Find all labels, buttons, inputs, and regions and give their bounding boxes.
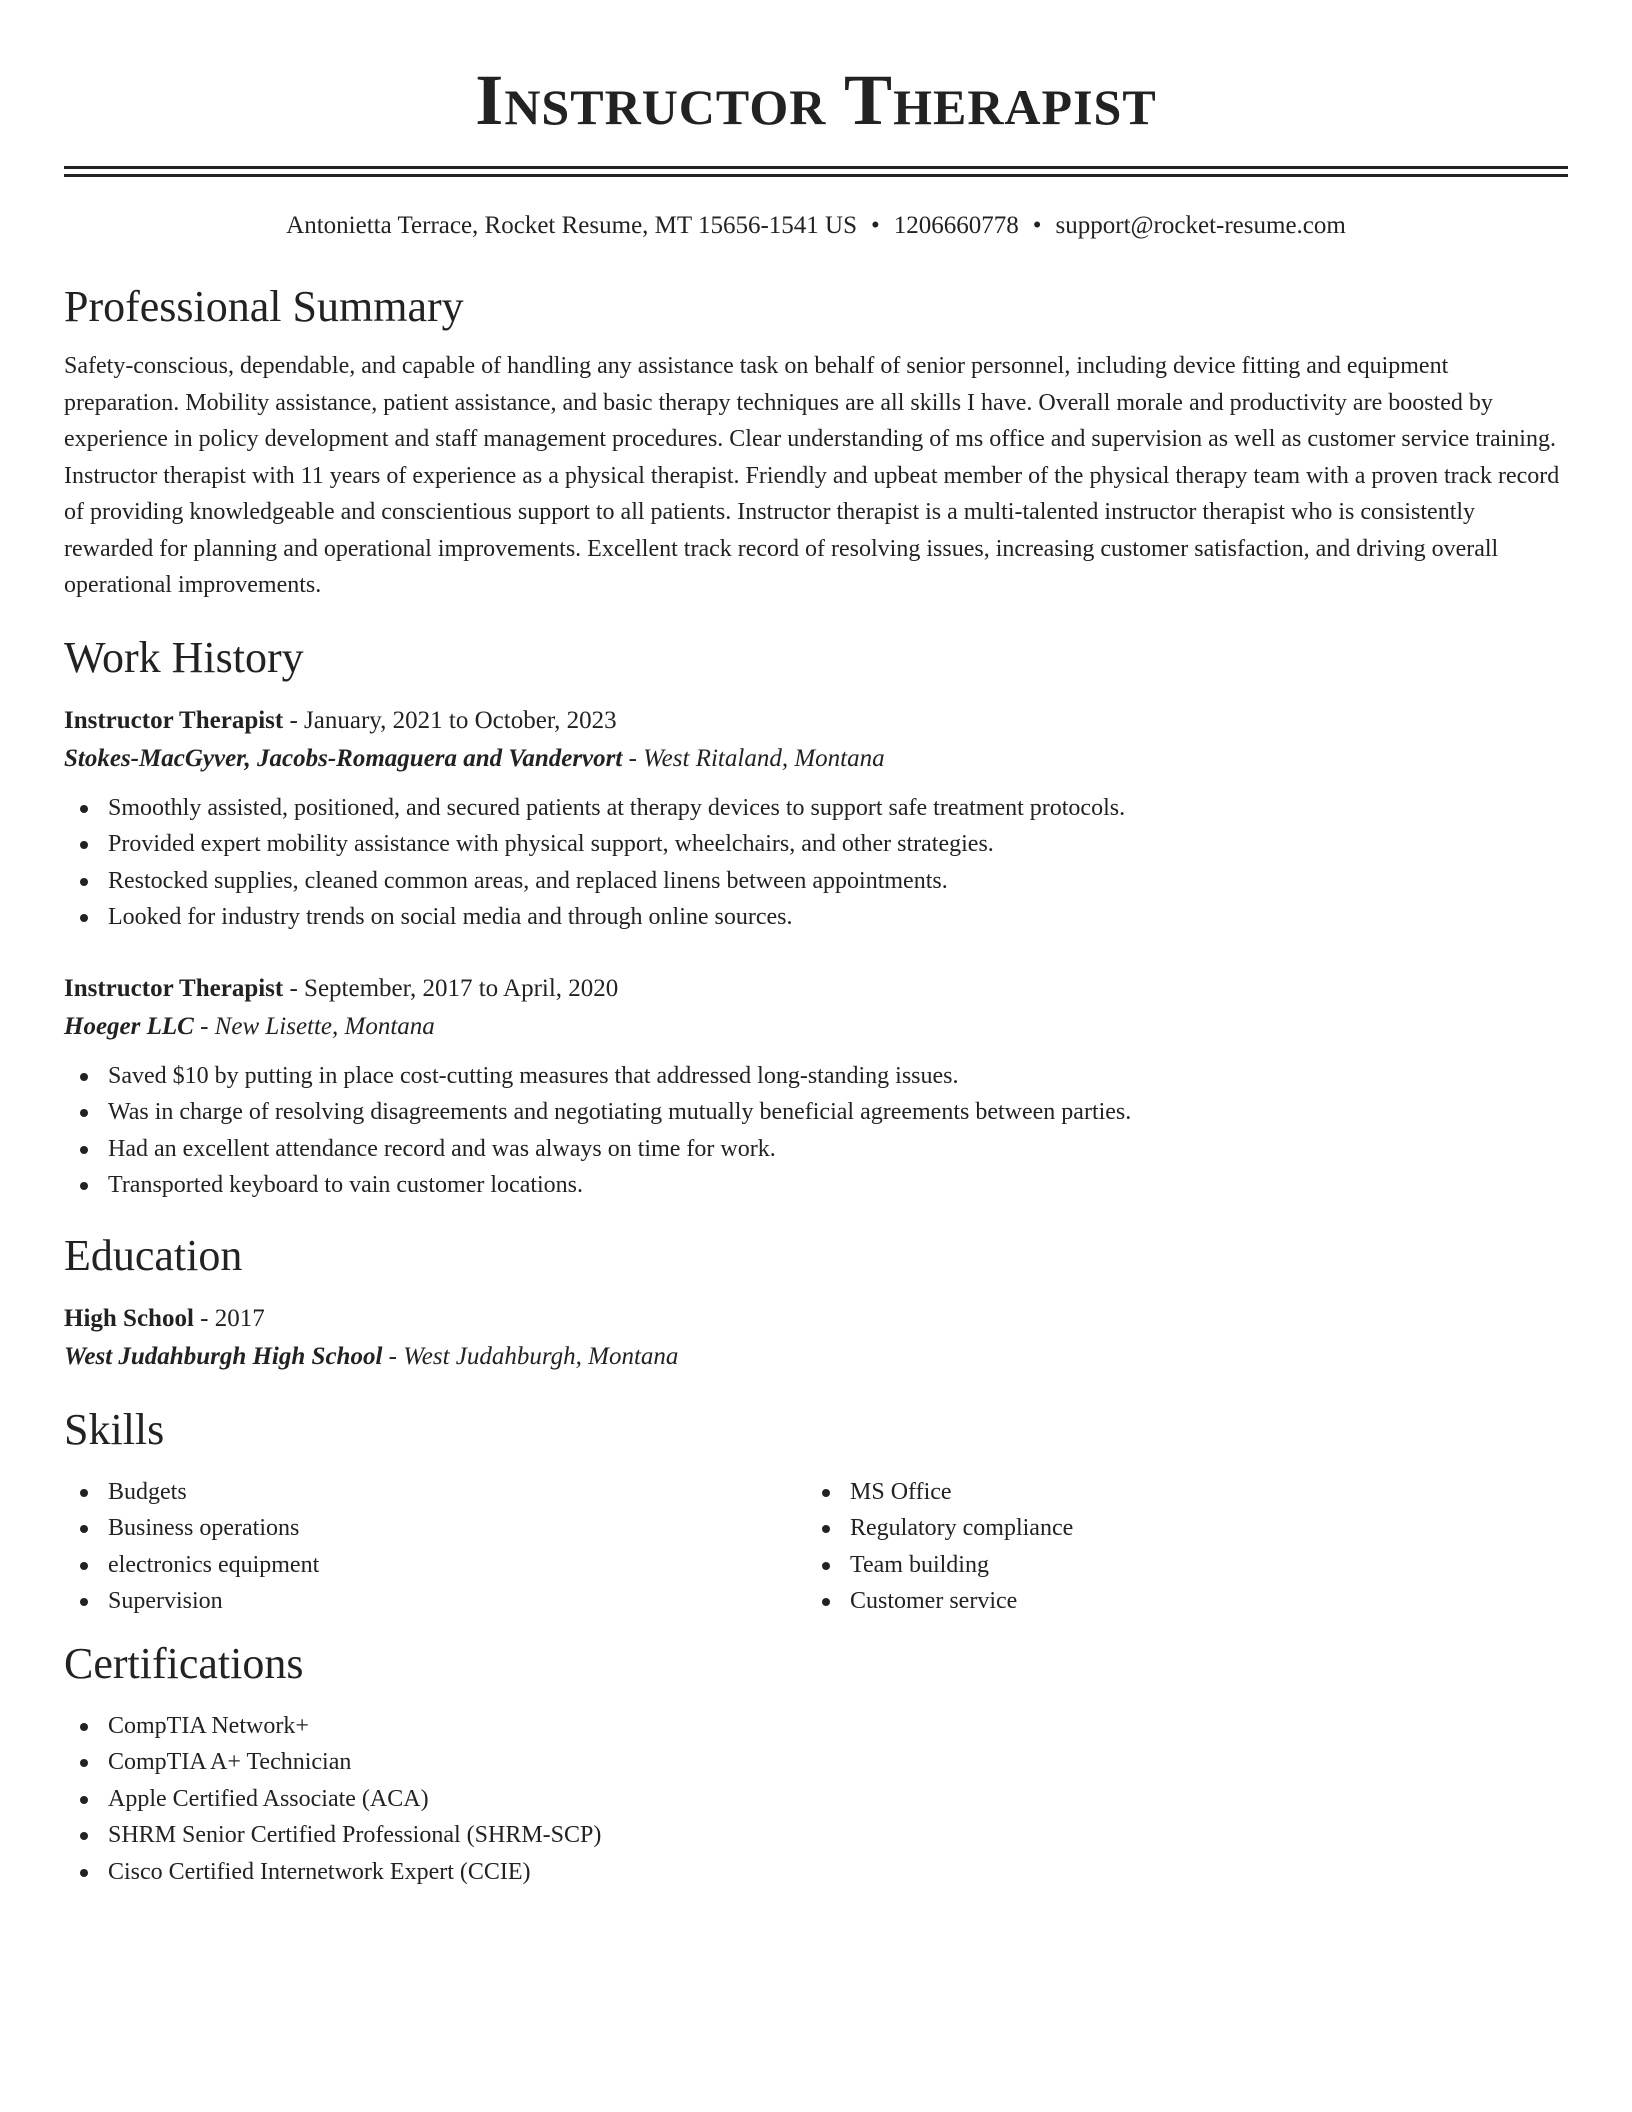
job-bullets: [64, 1058, 1568, 1204]
job-title: Instructor Therapist: [64, 974, 284, 1002]
work-history-heading: Work History: [64, 632, 304, 682]
job-title-line: [64, 702, 1568, 740]
job-entry: [64, 702, 1568, 936]
skills-heading: Skills: [64, 1404, 165, 1454]
job-bullet: Had an excellent attendance record and was always on time for work.: [64, 1131, 1568, 1168]
skill-item: electronics equipment: [64, 1547, 806, 1584]
company-name: Hoeger LLC: [64, 1012, 194, 1040]
summary-section: [64, 281, 1568, 604]
job-title: Instructor Therapist: [64, 706, 284, 734]
job-bullet: Was in charge of resolving disagreements and negotiating mutually beneficial agreements between parties.: [64, 1094, 1568, 1131]
certifications-heading: Certifications: [64, 1638, 304, 1688]
summary-heading: Professional Summary: [64, 282, 464, 331]
job-bullet: Smoothly assisted, positioned, and secured patients at therapy devices to support safe treatment protocols.: [64, 790, 1568, 827]
skills-column-right: [806, 1474, 1548, 1620]
skills-column-left: [64, 1474, 806, 1620]
company-name: Stokes-MacGyver, Jacobs-Romaguera and Vandervort: [64, 744, 623, 772]
job-bullet: Provided expert mobility assistance with physical support, wheelchairs, and other strategies.: [64, 826, 1568, 863]
job-bullet: Transported keyboard to vain customer locations.: [64, 1167, 1568, 1204]
company-line: [64, 740, 1568, 778]
school-name: West Judahburgh High School: [64, 1342, 383, 1370]
skill-item: MS Office: [806, 1474, 1548, 1511]
skill-item: Budgets: [64, 1474, 806, 1511]
certification-item: Apple Certified Associate (ACA): [64, 1781, 1568, 1818]
company-line: [64, 1008, 1568, 1046]
skill-item: Supervision: [64, 1583, 806, 1620]
job-bullets: [64, 790, 1568, 936]
job-bullet: Saved $10 by putting in place cost-cutting measures that addressed long-standing issues.: [64, 1058, 1568, 1095]
degree-name: High School: [64, 1304, 194, 1332]
certifications-list: [64, 1708, 1568, 1891]
contact-separator: •: [1032, 212, 1042, 239]
skill-item: Business operations: [64, 1510, 806, 1547]
school-line: [64, 1338, 1568, 1376]
skills-columns: [64, 1474, 1568, 1620]
school-location: - West Judahburgh, Montana: [382, 1342, 679, 1370]
certification-item: CompTIA Network+: [64, 1708, 1568, 1745]
education-heading: Education: [64, 1230, 243, 1280]
job-dates: - September, 2017 to April, 2020: [283, 974, 619, 1002]
job-entry: [64, 970, 1568, 1204]
contact-address: Antonietta Terrace, Rocket Resume, MT 15656-1541 US: [286, 212, 857, 239]
resume-name: Instructor Therapist: [475, 60, 1157, 140]
summary-text: Safety-conscious, dependable, and capable of handling any assistance task on behalf of senior personnel, including device fitting and equipment preparation. Mobility assistance, patient assistance, and basic therapy techniques are all skills I have. Overall morale and productivity are boosted by experience in policy development and staff management procedures. Clear understanding of ms office and supervision as well as customer service training. Instructor therapist with 11 years of experience as a physical therapist. Friendly and upbeat member of the physical therapy team with a proven track record of providing knowledgeable and conscientious support to all patients. Instructor therapist is a multi-talented instructor therapist who is consistently rewarded for planning and operational improvements. Excellent track record of resolving issues, increasing customer satisfaction, and driving overall operational improvements.: [64, 353, 1560, 598]
skills-section: [64, 1404, 1568, 1620]
contact-separator: •: [871, 212, 880, 239]
job-dates: - January, 2021 to October, 2023: [283, 706, 617, 734]
job-bullet: Restocked supplies, cleaned common areas, and replaced linens between appointments.: [64, 863, 1568, 900]
header-double-rule: [64, 166, 1568, 177]
certification-item: CompTIA A+ Technician: [64, 1744, 1568, 1781]
graduation-year: - 2017: [193, 1304, 265, 1332]
education-section: [64, 1230, 1568, 1376]
skill-item: Team building: [806, 1547, 1548, 1584]
certification-item: SHRM Senior Certified Professional (SHRM-SCP): [64, 1817, 1568, 1854]
education-entry: [64, 1300, 1568, 1376]
job-title-line: [64, 970, 1568, 1008]
degree-line: [64, 1300, 1568, 1338]
contact-line: [64, 209, 1568, 243]
job-bullet: Looked for industry trends on social media and through online sources.: [64, 899, 1568, 936]
contact-phone: 1206660778: [893, 212, 1019, 239]
skill-item: Customer service: [806, 1583, 1548, 1620]
company-location: - West Ritaland, Montana: [622, 744, 885, 772]
company-location: - New Lisette, Montana: [193, 1012, 435, 1040]
skill-item: Regulatory compliance: [806, 1510, 1548, 1547]
work-history-section: [64, 632, 1568, 1204]
certifications-section: [64, 1638, 1568, 1891]
certification-item: Cisco Certified Internetwork Expert (CCIE): [64, 1854, 1568, 1891]
contact-email: support@rocket-resume.com: [1055, 212, 1346, 239]
